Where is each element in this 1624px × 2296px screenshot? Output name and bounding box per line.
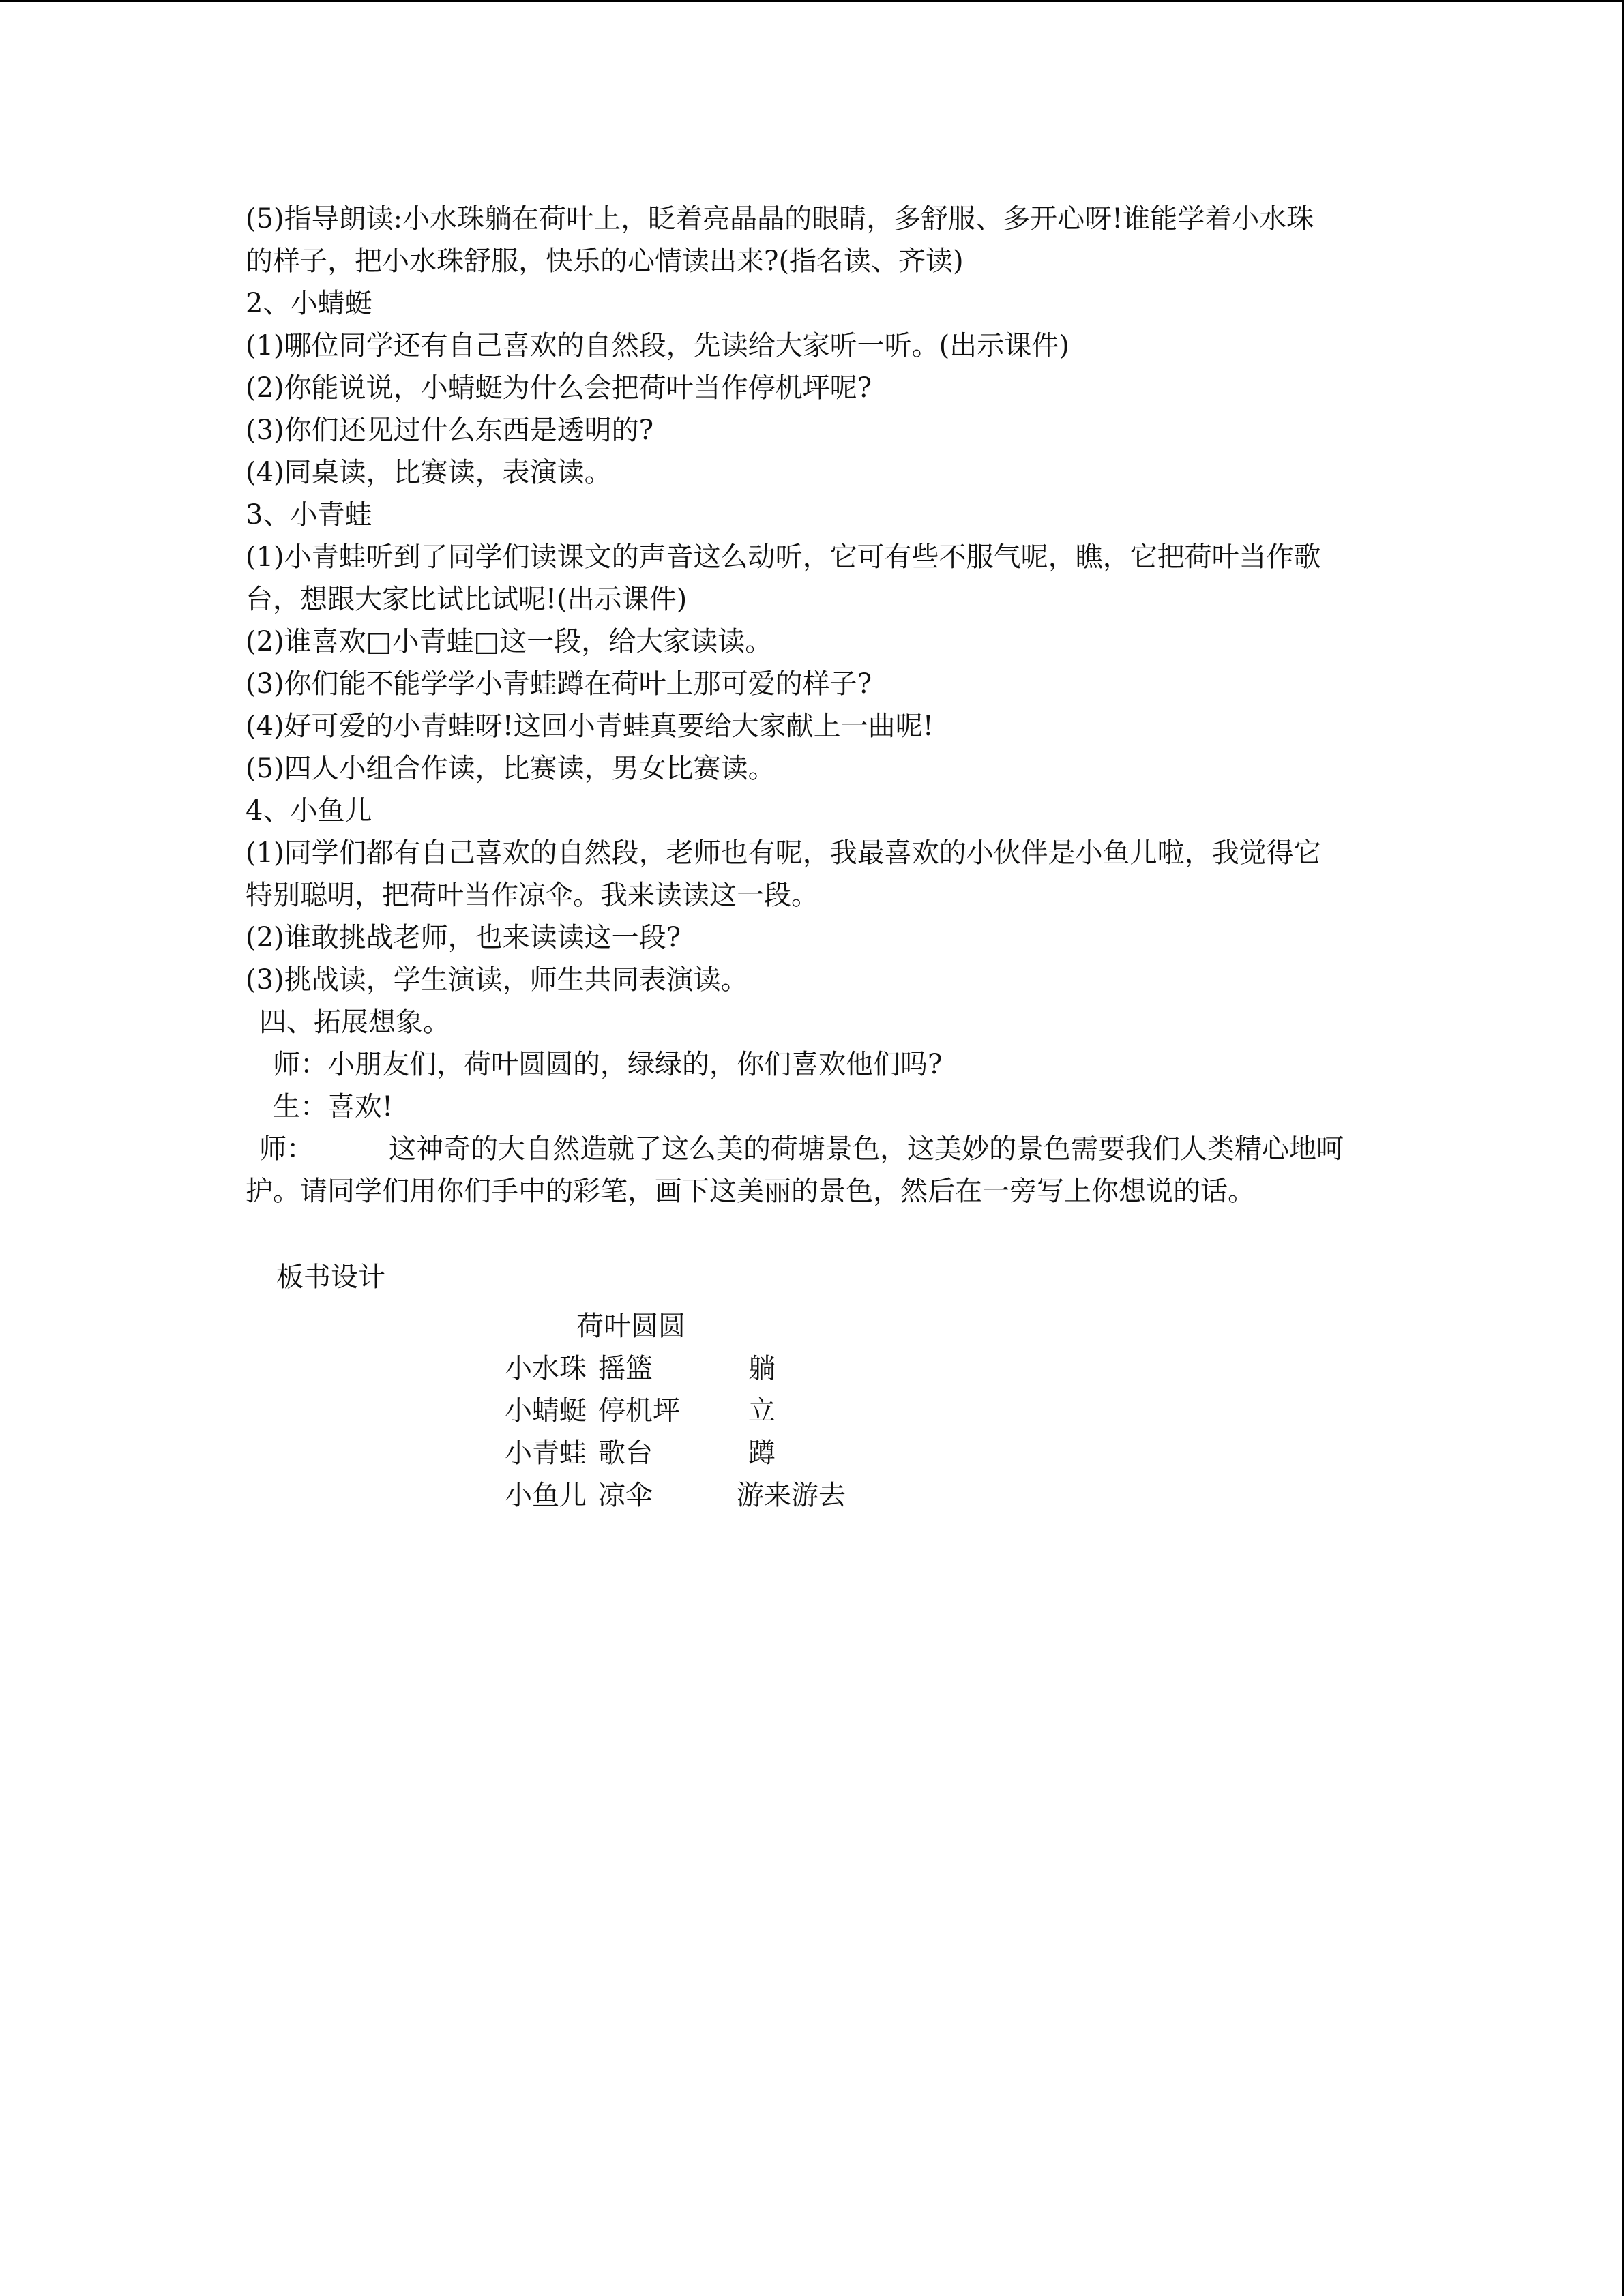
paragraph-line: (2)你能说说，小蜻蜓为什么会把荷叶当作停机坪呢? [246, 372, 872, 404]
board-cell: 立 [748, 1395, 776, 1427]
paragraph-line: (2)谁敢挑战老师，也来读读这一段? [246, 922, 681, 953]
document-body [246, 198, 1378, 1511]
paragraph-line: (3)你们还见过什么东西是透明的? [246, 415, 654, 446]
board-cell: 小水珠 [505, 1353, 587, 1384]
student-line: 生：喜欢! [273, 1091, 394, 1122]
paragraph-line: (4)好可爱的小青蛙呀!这回小青蛙真要给大家献上一曲呢! [246, 711, 934, 742]
board-cell: 蹲 [748, 1437, 776, 1469]
board-cell: 摇篮 [598, 1353, 653, 1384]
paragraph-line: 护。请同学们用你们手中的彩笔，画下这美丽的景色，然后在一旁写上你想说的话。 [246, 1176, 1255, 1207]
board-design-heading: 板书设计 [276, 1262, 385, 1293]
paragraph-line: (2)谁喜欢□小青蛙□这一段，给大家读读。 [246, 626, 773, 657]
paragraph-line: (4)同桌读，比赛读，表演读。 [246, 457, 612, 488]
teacher-line [246, 1128, 1378, 1170]
board-cell: 游来游去 [737, 1480, 846, 1511]
paragraph-line: (3)你们能不能学学小青蛙蹲在荷叶上那可爱的样子? [246, 668, 872, 700]
paragraph-line: (1)同学们都有自己喜欢的自然段，老师也有呢，我最喜欢的小伙伴是小鱼儿啦，我觉得它 [246, 837, 1321, 869]
board-title: 荷叶圆圆 [576, 1311, 685, 1342]
board-cell: 停机坪 [598, 1395, 680, 1427]
paragraph-line: 的样子，把小水珠舒服，快乐的心情读出来?(指名读、齐读) [246, 245, 964, 277]
paragraph-line: (3)挑战读，学生演读，师生共同表演读。 [246, 964, 748, 996]
board-cell: 凉伞 [598, 1480, 653, 1511]
board-cell: 小蜻蜓 [505, 1395, 587, 1427]
teacher-line: 师：小朋友们，荷叶圆圆的，绿绿的，你们喜欢他们吗? [273, 1049, 943, 1080]
board-cell: 小鱼儿 [505, 1480, 587, 1511]
board-cell: 歌台 [598, 1437, 653, 1469]
paragraph-line: (5)指导朗读:小水珠躺在荷叶上，眨着亮晶晶的眼睛，多舒服、多开心呀!谁能学着小水珠 [246, 203, 1314, 235]
board-cell: 小青蛙 [505, 1437, 587, 1469]
speaker-label: 师： [259, 1133, 314, 1165]
paragraph-line: (1)哪位同学还有自己喜欢的自然段，先读给大家听一听。(出示课件) [246, 330, 1069, 361]
paragraph-line: (5)四人小组合作读，比赛读，男女比赛读。 [246, 753, 776, 784]
section-heading: 四、拓展想象。 [259, 1007, 450, 1038]
section-heading: 3、小青蛙 [246, 499, 372, 531]
paragraph-line: (1)小青蛙听到了同学们读课文的声音这么动听，它可有些不服气呢，瞧，它把荷叶当作歌 [246, 541, 1321, 573]
section-heading: 2、小蜻蜓 [246, 288, 372, 319]
paragraph-text: 这神奇的大自然造就了这么美的荷塘景色，这美妙的景色需要我们人类精心地呵 [389, 1133, 1344, 1165]
board-cell: 躺 [748, 1353, 776, 1384]
section-heading: 4、小鱼儿 [246, 795, 372, 826]
paragraph-line: 台，想跟大家比试比试呢!(出示课件) [246, 584, 688, 615]
paragraph-line: 特别聪明，把荷叶当作凉伞。我来读读这一段。 [246, 880, 818, 911]
